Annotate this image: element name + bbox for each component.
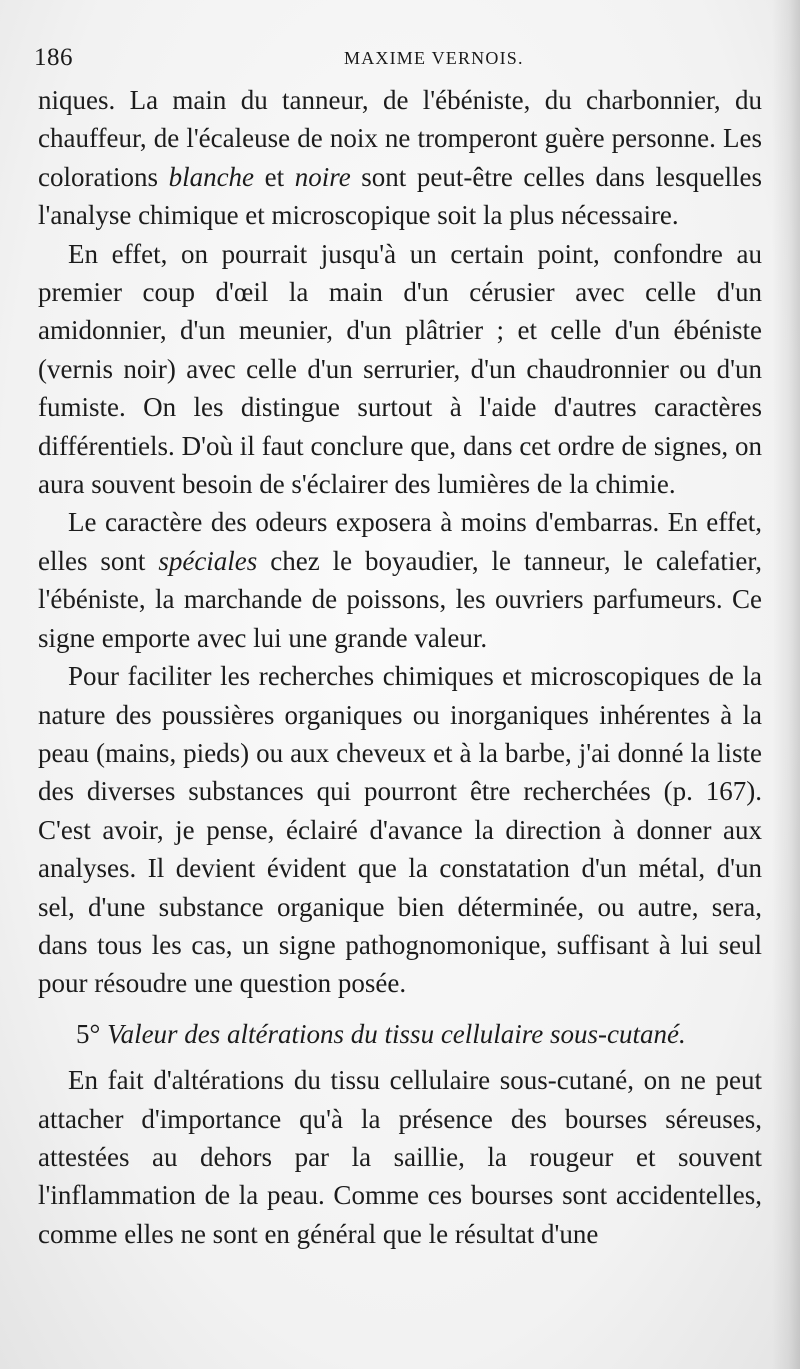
text-segment: sont peut-être celles dans lesquelles l'analyse chimique et microscopique soit la plus nécessaire.: [38, 161, 762, 231]
section-title: Valeur des altérations du tissu cellulaire sous-cutané.: [107, 1018, 686, 1049]
page-header: [34, 44, 754, 74]
body-text: [38, 81, 762, 1253]
paragraph-4: [38, 657, 762, 1003]
text-segment-italic: blanche: [168, 161, 255, 192]
text-segment: En fait d'altérations du tissu cellulaire sous-cutané, on ne peut attacher d'importance qu'à la présence des bourses séreuses, attestées au dehors par la saillie, la rougeur et souvent l'inflammation de la peau. Comme ces bourses sont accidentelles, comme elles ne sont en général que le résultat d'une: [38, 1065, 762, 1249]
text-segment: En effet, on pourrait jusqu'à un certain point, confondre au premier coup d'œil la main d'un cérusier avec celle d'un amidonnier, d'un meunier, d'un plâtrier ; et celle d'un ébéniste (vernis noir) avec celle d'un serrurier, d'un chaudronnier ou d'un fumiste. On les distingue surtout à l'aide d'autres caractères différentiels. D'où il faut conclure que, dans cet ordre de signes, on aura souvent besoin de s'éclairer des lumières de la chimie.: [38, 238, 762, 500]
page-number: 186: [34, 44, 73, 71]
text-segment-italic: noire: [294, 161, 351, 192]
text-segment: niques. La main du tanneur, de l'ébéniste, du charbonnier, du chauffeur, de l'écaleuse de noix ne tromperont guère personne. Les colorations: [38, 85, 762, 192]
text-segment-italic: spéciales: [158, 545, 258, 576]
paragraph-3: [38, 503, 762, 657]
running-head: MAXIME VERNOIS.: [344, 48, 524, 68]
text-segment: Le caractère des odeurs exposera à moins d'embarras. En effet, elles sont: [38, 507, 762, 576]
section-number: 5°: [76, 1018, 101, 1049]
section-heading: [38, 1015, 762, 1053]
page-edge-shadow: [772, 0, 800, 1369]
text-segment: Pour faciliter les recherches chimiques et microscopiques de la nature des poussières organiques ou inorganiques inhérentes à la peau (mains, pieds) ou aux cheveux et à la barbe, j'ai donné la liste des diverses substances qui pourront être recherchées (p. 167). C'est avoir, je pense, éclairé d'avance la direction à donner aux analyses. Il devient évident que la constatation d'un métal, d'un sel, d'une substance organique bien déterminée, ou autre, sera, dans tous les cas, un signe pathognomonique, suffisant à lui seul pour résoudre une question posée.: [38, 661, 762, 999]
text-segment: chez le boyaudier, le tanneur, le calefatier, l'ébéniste, la marchande de poissons, les ouvriers parfumeurs. Ce signe emporte avec lui une grande valeur.: [38, 545, 762, 653]
paragraph-1: [38, 81, 762, 235]
text-segment: et: [254, 161, 295, 192]
paragraph-2: [38, 235, 762, 504]
paragraph-5: [38, 1061, 762, 1253]
